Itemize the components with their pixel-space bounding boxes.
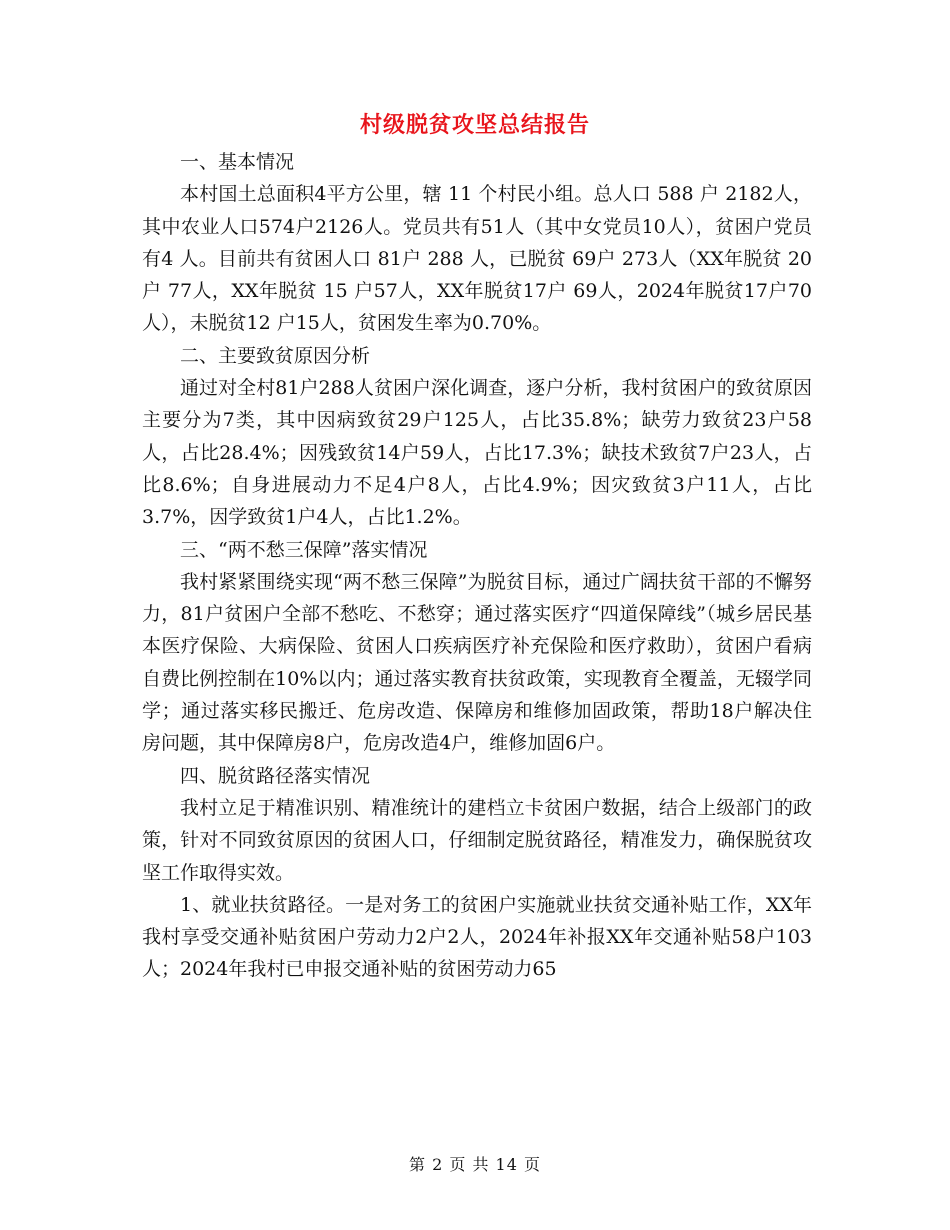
paragraph-poverty-paths: 我村立足于精准识别、精准统计的建档立卡贫困户数据，结合上级部门的政策，针对不同致贫原因的贫困人口，仔细制定脱贫路径，精准发力，确保脱贫攻坚工作取得实效。 bbox=[142, 796, 812, 884]
section-heading-poverty-causes: 二、主要致贫原因分析 bbox=[180, 344, 371, 367]
paragraph-poverty-causes: 通过对全村81户288人贫困户深化调查，逐户分析，我村贫困户的致贫原因主要分为7类，其中因病致贫29户125人，占比35.8%；缺劳力致贫23户58人，占比28.4%；因残致贫14户59人，占比17.3%；缺技术致贫7户23人，占比8.6%；自身进展动力不足4户8人，占比4.9%；因灾致贫3户11人，占比3.7%，因学致贫1户4人，占比1.2%。 bbox=[142, 377, 812, 529]
document-title: 村级脱贫攻坚总结报告 bbox=[359, 113, 590, 138]
paragraph-guarantees: 我村紧紧围绕实现“两不愁三保障”为脱贫目标，通过广阔扶贫干部的不懈努力，81户贫困户全部不愁吃、不愁穿；通过落实医疗“四道保障线”（城乡居民基本医疗保险、大病保险、贫困人口疾病医疗补充保险和医疗救助），贫困户看病自费比例控制在10%以内；通过落实教育扶贫政策，实现教育全覆盖，无辍学同学；通过落实移民搬迁、危房改造、保障房和维修加固政策，帮助18户解决住房问题，其中保障房8户，危房改造4户，维修加固6户。 bbox=[142, 570, 812, 755]
section-heading-basic-situation: 一、基本情况 bbox=[180, 151, 295, 173]
page-footer: 第 2 页 共 14 页 bbox=[409, 1155, 541, 1174]
section-heading-poverty-paths: 四、脱贫路径落实情况 bbox=[180, 764, 371, 787]
document-body bbox=[142, 146, 812, 986]
paragraph-basic-situation: 本村国土总面积4平方公里，辖 11 个村民小组。总人口 588 户 2182人，其中农业人口574户2126人。党员共有51人（其中女党员10人），贫困户党员有4 人。目前共有贫困人口 81户 288 人，已脱贫 69户 273人（XX年脱贫 20 户 77人，XX年脱贫 15 户57人，XX年脱贫17户 69人，2024年脱贫17户70人），未脱贫12 户15人，贫困发生率为0.70%。 bbox=[142, 183, 812, 335]
paragraph-employment-path: 1、就业扶贫路径。一是对务工的贫困户实施就业扶贫交通补贴工作，XX年我村享受交通补贴贫困户劳动力2户2人，2024年补报XX年交通补贴58户103人；2024年我村已申报交通补贴的贫困劳动力65 bbox=[142, 893, 812, 981]
section-heading-guarantees: 三、“两不愁三保障”落实情况 bbox=[180, 538, 428, 561]
